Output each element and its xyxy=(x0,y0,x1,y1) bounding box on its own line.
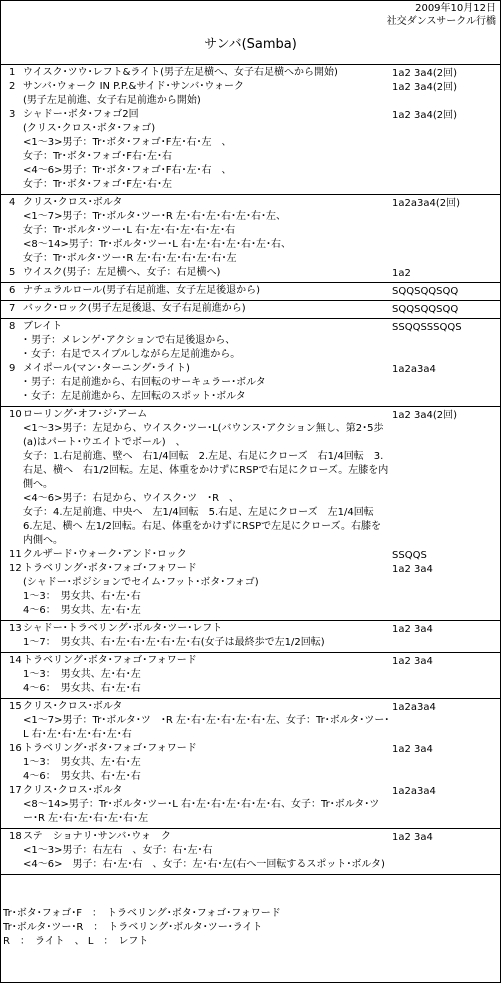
description-line: ローリング･オフ･ジ･アーム xyxy=(23,409,148,420)
figure-description xyxy=(23,284,390,298)
figure-entry xyxy=(5,562,496,618)
figure-number: 10 xyxy=(9,409,22,420)
figure-number: 15 xyxy=(9,701,22,712)
description-line: ･ 女子：左足前進から、左回転のスポット･ボルタ xyxy=(23,391,246,402)
figure-entry xyxy=(5,266,496,280)
figure-entry xyxy=(5,622,496,650)
description-line: クリス･クロス･ボルタ xyxy=(23,197,123,208)
figure-entry xyxy=(5,80,496,108)
description-line: クルザード･ウォーク･アンド･ロック xyxy=(23,549,187,560)
table-bottom-rule xyxy=(1,874,500,875)
figure-entry xyxy=(5,784,496,826)
timing-count: 1a2a3a4(2回) xyxy=(392,198,460,209)
table-row xyxy=(1,64,500,194)
legend-line: Tr･ボルタ･ツー･R ： トラベリング･ボルタ･ツー･ライト xyxy=(3,922,263,933)
timing-count: 1a2a3a4 xyxy=(392,786,436,797)
figure-description xyxy=(23,622,390,650)
timing-count: 1a2 3a4(2回) xyxy=(392,410,458,421)
timing-count: 1a2 3a4(2回) xyxy=(392,110,458,121)
description-line: ･ 男子：メレンゲ･アクションで右足後退から、 xyxy=(23,335,236,346)
description-line: 女子：Tr･ボタ･フォゴ･F右･左･右 xyxy=(23,151,173,162)
figure-description xyxy=(23,408,390,548)
description-line: ブレイト xyxy=(23,321,63,332)
description-line: <1〜3>男子：左足から、ウイスク･ツー･L(バウンス･アクション無し、第2･5歩(a)はパート･ウエイトでボール) 、 xyxy=(23,423,384,448)
description-line: (男子左足前進、女子右足前進から開始) xyxy=(23,95,201,106)
table-row xyxy=(1,318,500,406)
figure-number: 6 xyxy=(9,285,16,296)
table-row xyxy=(1,406,500,620)
description-line: シャドー･ボタ･フォゴ2回 xyxy=(23,109,139,120)
description-line: 女子：Tr･ボルタ･ツー･L 右･左･右･左･右･左･右 xyxy=(23,225,236,236)
figure-description xyxy=(23,830,390,872)
figure-description xyxy=(23,362,390,404)
figure-number: 5 xyxy=(9,267,16,278)
description-line: トラベリング･ボタ･フォゴ･フォワード xyxy=(23,655,197,666)
timing-count: SQQSQQSQQ xyxy=(392,286,459,297)
figure-entry xyxy=(5,830,496,872)
figure-entry xyxy=(5,320,496,362)
description-line: ウイスク(男子：左足横へ、女子：右足横へ) xyxy=(23,267,221,278)
organization-name: 社交ダンスサークル行橋 xyxy=(386,16,496,27)
figure-description xyxy=(23,320,390,362)
description-line: 1〜3： 男女共、右･左･右 xyxy=(23,591,141,602)
figure-entry xyxy=(5,362,496,404)
table-row xyxy=(1,282,500,300)
description-line: クリス･クロス･ボルタ xyxy=(23,701,123,712)
timing-count: 1a2 3a4 xyxy=(392,744,433,755)
figure-table xyxy=(1,64,500,875)
description-line: <4〜6> 男子：右･左･右 、女子：左･右･左(右へ一回転するスポット･ボルタ) xyxy=(23,859,385,870)
description-line: 女子：1.右足前進、壁へ 右1/4回転 2.左足、右足にクローズ 右1/4回転 3.右足、横へ 右1/2回転。左足、体重をかけずにRSPで右足にクローズ。左膝を内側へ。 xyxy=(23,451,389,490)
timing-count: 1a2 xyxy=(392,268,411,279)
figure-entry xyxy=(5,548,496,562)
description-line: (クリス･クロス･ボタ･フォゴ) xyxy=(23,123,156,134)
description-line: ステ ショナリ･サンバ･ウォ ク xyxy=(23,831,171,842)
figure-number: 14 xyxy=(9,655,22,666)
timing-count: SSQQSSSQQS xyxy=(392,322,462,333)
figure-number: 4 xyxy=(9,197,16,208)
description-line: 4〜6： 男女共、左･右･左 xyxy=(23,605,141,616)
description-line: 4〜6： 男女共、右･左･右 xyxy=(23,771,141,782)
figure-entry xyxy=(5,108,496,192)
table-row xyxy=(1,828,500,874)
figure-number: 3 xyxy=(9,109,16,120)
table-row xyxy=(1,300,500,318)
figure-entry xyxy=(5,408,496,548)
description-line: クリス･クロス･ボルタ xyxy=(23,785,123,796)
figure-description xyxy=(23,700,390,742)
figure-number: 17 xyxy=(9,785,22,796)
figure-description xyxy=(23,196,390,266)
figure-number: 7 xyxy=(9,303,16,314)
figure-description xyxy=(23,108,390,192)
description-line: <8〜14>男子：Tr･ボルタ･ツー･L 右･左･右･左･右･左･右、女子：Tr･ボルタ･ツー･R 左･右･左･右･左･右･左 xyxy=(23,799,380,824)
timing-count: 1a2 3a4 xyxy=(392,656,433,667)
page-title: サンバ(Samba) xyxy=(204,37,297,52)
timing-count: SQQSQQSQQ xyxy=(392,304,459,315)
figure-description xyxy=(23,654,390,696)
figure-entry xyxy=(5,654,496,696)
description-line: トラベリング･ボタ･フォゴ･フォワード xyxy=(23,743,197,754)
figure-description xyxy=(23,784,390,826)
timing-count: 1a2 3a4(2回) xyxy=(392,68,458,79)
document-date: 2009年10月12日 xyxy=(415,3,496,14)
timing-count: SSQQS xyxy=(392,550,427,561)
figure-description xyxy=(23,562,390,618)
figure-description xyxy=(23,742,390,784)
description-line: <4〜6>男子：Tr･ボタ･フォゴ･F右･左･右 、 xyxy=(23,165,232,176)
figure-number: 1 xyxy=(9,67,16,78)
figure-number: 16 xyxy=(9,743,22,754)
description-line: <8〜14>男子：Tr･ボルタ･ツー･L 右･左･右･左･右･左･右、 xyxy=(23,239,291,250)
description-line: <1〜7>男子：Tr･ボルタ･ツ ･R 左･右･左･右･左･右･左、女子：Tr･ボルタ･ツー･L 右･左･右･左･右･左･右 xyxy=(23,715,390,740)
description-line: <1〜7>男子：Tr･ボルタ･ツー･R 左･右･左･右･左･右･左、 xyxy=(23,211,286,222)
description-line: 女子：4.左足前進、中央へ 左1/4回転 5.右足、左足にクローズ 左1/4回転 6.左足、横へ 左1/2回転。右足、体重をかけずにRSPで左足にクローズ。右膝を内側へ。 xyxy=(23,507,384,546)
description-line: (シャドー･ポジションでセイム･フット･ボタ･フォゴ) xyxy=(23,577,259,588)
timing-count: 1a2a3a4 xyxy=(392,364,436,375)
figure-description xyxy=(23,548,390,562)
figure-entry xyxy=(5,284,496,298)
description-line: ウイスク･ツウ･レフト&ライト(男子左足横へ、女子右足横へから開始) xyxy=(23,67,338,78)
description-line: バック･ロック(男子左足後退、女子右足前進から) xyxy=(23,303,246,314)
description-line: 1〜3： 男女共、左･右･左 xyxy=(23,669,141,680)
description-line: <4〜6>男子：右足から、ウイスク･ツ ･R 、 xyxy=(23,493,240,504)
description-line: メイポール(マン･ターニング･ライト) xyxy=(23,363,190,374)
table-row xyxy=(1,194,500,282)
description-line: 女子：Tr･ボタ･フォゴ･F左･右･左 xyxy=(23,179,173,190)
figure-entry xyxy=(5,66,496,80)
figure-entry xyxy=(5,742,496,784)
figure-number: 13 xyxy=(9,623,22,634)
figure-entry xyxy=(5,302,496,316)
timing-count: 1a2 3a4 xyxy=(392,624,433,635)
legend-line: R ： ライト 、 L ： レフト xyxy=(3,936,149,947)
abbreviation-legend xyxy=(3,907,281,949)
description-line: 1〜3： 男女共、左･右･左 xyxy=(23,757,141,768)
timing-count: 1a2a3a4 xyxy=(392,702,436,713)
description-line: サンバ･ウォーク IN P.P.&サイド･サンバ･ウォーク xyxy=(23,81,244,92)
description-line: トラベリング･ボタ･フォゴ･フォワード xyxy=(23,563,197,574)
figure-number: 2 xyxy=(9,81,16,92)
figure-entry xyxy=(5,196,496,266)
legend-line: Tr･ボタ･フォゴ･F ： トラベリング･ボタ･フォゴ･フォワード xyxy=(3,908,281,919)
description-line: <1〜3>男子：右左右 、女子：右･左･右 xyxy=(23,845,213,856)
description-line: シャドー･トラベリング･ボルタ･ツー･レフト xyxy=(23,623,223,634)
description-line: ･ 女子：右足でスイブルしながら左足前進から。 xyxy=(23,349,241,360)
figure-description xyxy=(23,80,390,108)
table-row xyxy=(1,652,500,698)
figure-entry xyxy=(5,700,496,742)
timing-count: 1a2 3a4 xyxy=(392,564,433,575)
figure-description xyxy=(23,66,390,80)
timing-count: 1a2 3a4(2回) xyxy=(392,82,458,93)
table-row xyxy=(1,620,500,652)
figure-description xyxy=(23,302,390,316)
timing-count: 1a2 3a4 xyxy=(392,832,433,843)
table-row xyxy=(1,698,500,828)
description-line: ･ 男子：右足前進から、右回転のサーキュラー･ボルタ xyxy=(23,377,266,388)
figure-description xyxy=(23,266,390,280)
description-line: 女子：Tr･ボルタ･ツー･R 左･右･左･右･左･右･左 xyxy=(23,253,237,264)
figure-number: 18 xyxy=(9,831,22,842)
figure-number: 8 xyxy=(9,321,16,332)
figure-number: 12 xyxy=(9,563,22,574)
figure-number: 9 xyxy=(9,363,16,374)
description-line: 4〜6： 男女共、右･左･右 xyxy=(23,683,141,694)
description-line: 1〜7： 男女共、右･左･右･左･右･左･右(女子は最終歩で左1/2回転) xyxy=(23,637,325,648)
figure-number: 11 xyxy=(9,549,22,560)
description-line: <1〜3>男子：Tr･ボタ･フォゴ･F左･右･左 、 xyxy=(23,137,232,148)
description-line: ナチュラルロール(男子右足前進、女子左足後退から) xyxy=(23,285,261,296)
